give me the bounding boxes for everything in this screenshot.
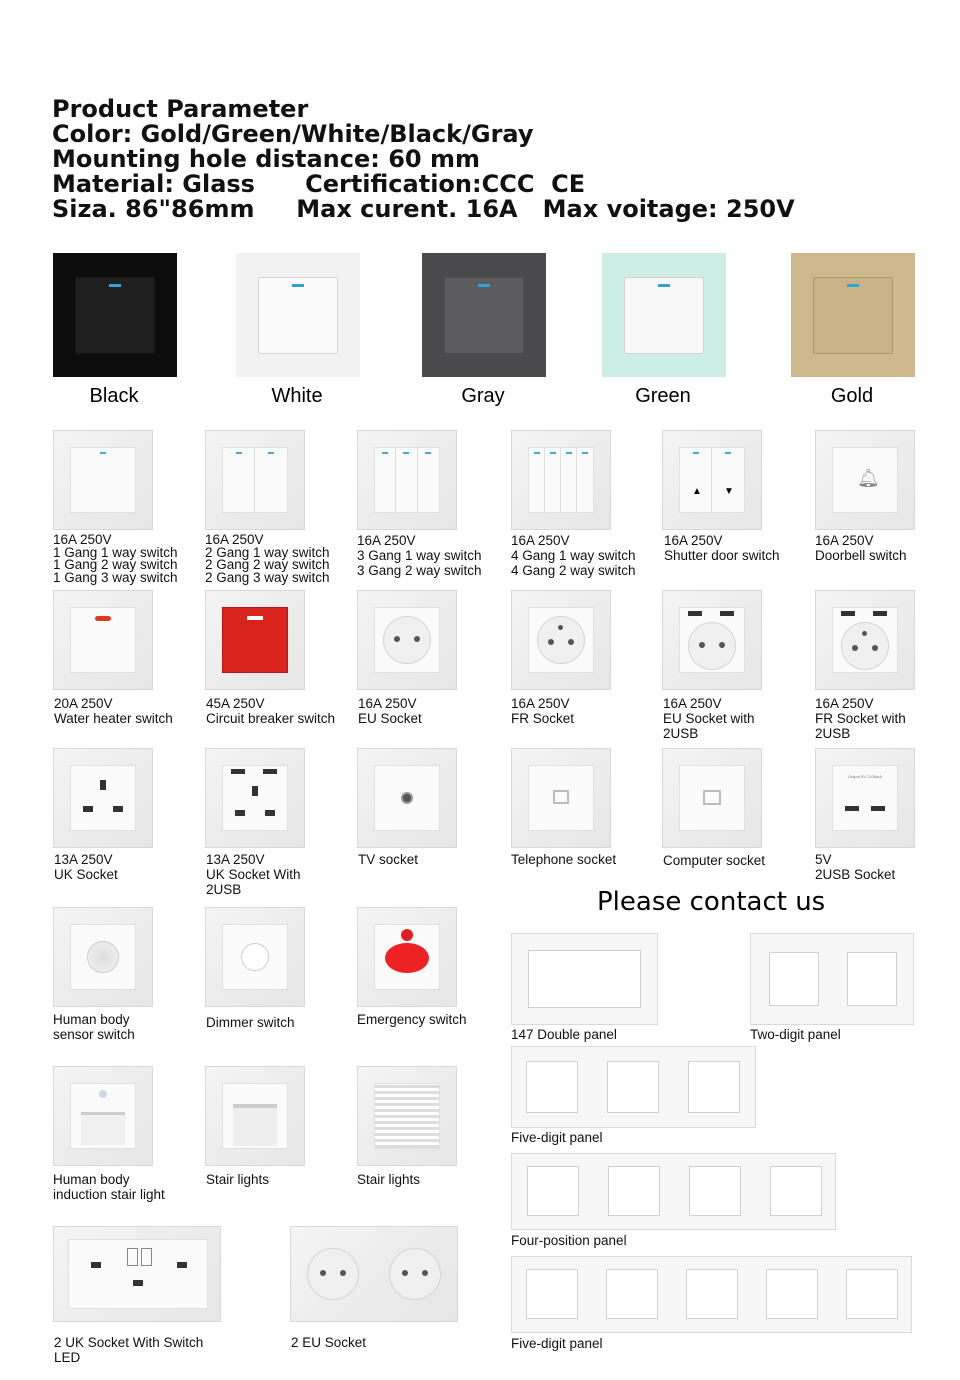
rj11-port-icon xyxy=(553,790,569,804)
panel-window xyxy=(769,952,819,1006)
switch-plate xyxy=(222,447,288,513)
socket-plate xyxy=(528,607,594,673)
panel-window xyxy=(526,1061,578,1113)
socket-plate xyxy=(70,765,136,831)
product-image-stair-light xyxy=(205,1066,305,1166)
panel-caption: 147 Double panel xyxy=(511,1027,617,1042)
panel-window xyxy=(606,1269,658,1319)
spec-size: Siza. 86"86mm Max curent. 16A Max voitage: 250V xyxy=(52,195,795,223)
panel-caption: Five-digit panel xyxy=(511,1130,603,1145)
rj45-port-icon xyxy=(703,790,721,805)
product-caption: 13A 250V UK Socket xyxy=(54,852,118,882)
led-indicator-icon xyxy=(109,284,121,287)
product-image-shutter xyxy=(662,430,762,530)
color-swatch-green xyxy=(602,253,726,377)
product-image-3gang xyxy=(357,430,457,530)
switch-toggle-icon xyxy=(141,1248,152,1266)
usb-port-icon xyxy=(688,611,702,616)
bell-icon: 🔔︎ xyxy=(857,468,880,488)
panel-caption: Five-digit panel xyxy=(511,1336,603,1351)
product-caption: 16A 250V EU Socket with 2USB xyxy=(663,696,755,741)
panel-caption: Four-position panel xyxy=(511,1233,627,1248)
arrow-up-icon: ▲ xyxy=(692,486,702,497)
switch-plate xyxy=(679,447,745,513)
product-image-eu-socket xyxy=(357,590,457,690)
panel-image-147-double xyxy=(511,933,658,1025)
product-image-emergency xyxy=(357,907,457,1007)
switch-plate xyxy=(528,447,594,513)
product-caption: 16A 250V FR Socket xyxy=(511,696,575,726)
uk-pin-icon xyxy=(113,806,123,812)
product-caption: Stair lights xyxy=(357,1172,421,1187)
panel-image-two-digit xyxy=(750,933,914,1025)
product-caption: 16A 250V Shutter door switch xyxy=(664,533,780,563)
socket-plate xyxy=(832,607,898,673)
color-label: Gray xyxy=(461,385,505,407)
contact-heading: Please contact us xyxy=(597,887,826,917)
product-image-tv-socket xyxy=(357,748,457,848)
usb-port-icon xyxy=(845,806,859,811)
light-window-icon xyxy=(81,1112,125,1145)
color-swatch-gray xyxy=(422,253,546,377)
color-label: Gold xyxy=(830,385,874,407)
product-caption: Human body induction stair light xyxy=(53,1172,165,1202)
product-caption: Emergency switch xyxy=(357,1012,467,1027)
product-image-fr-socket xyxy=(511,590,611,690)
product-image-usb-socket xyxy=(815,748,915,848)
uk-pin-icon xyxy=(177,1262,187,1268)
panel-window xyxy=(846,1269,898,1319)
spec-title: Product Parameter xyxy=(52,95,309,123)
panel-image-four-position xyxy=(511,1153,836,1230)
color-swatch-black xyxy=(53,253,177,377)
dimmer-knob-icon xyxy=(241,943,269,971)
product-image-doorbell xyxy=(815,430,915,530)
product-image-computer-socket xyxy=(662,748,762,848)
product-caption: 13A 250V UK Socket With 2USB xyxy=(206,852,301,897)
color-label: Green xyxy=(635,385,691,407)
fr-socket-icon xyxy=(537,616,585,664)
spec-material: Material: Glass Certification:CCC CE xyxy=(52,170,586,198)
rocker-button xyxy=(444,277,524,354)
product-caption: 16A 250V EU Socket xyxy=(358,696,422,726)
emergency-button-icon xyxy=(401,929,413,941)
usb-port-icon xyxy=(841,611,855,616)
led-indicator-icon xyxy=(847,284,859,287)
eu-socket-icon xyxy=(688,622,736,670)
rocker-button xyxy=(75,277,155,354)
color-swatch-gold xyxy=(791,253,915,377)
usb-port-icon xyxy=(720,611,734,616)
panel-caption: Two-digit panel xyxy=(750,1027,841,1042)
product-image-telephone-socket xyxy=(511,748,611,848)
panel-window xyxy=(527,1166,579,1216)
uk-pin-icon xyxy=(91,1262,101,1268)
product-caption: 16A 250V 3 Gang 1 way switch 3 Gang 2 way switch xyxy=(357,533,482,578)
emergency-pad-icon xyxy=(385,943,429,973)
switch-plate xyxy=(222,607,288,673)
switch-toggle-icon xyxy=(127,1248,138,1266)
product-image-dimmer xyxy=(205,907,305,1007)
panel-window xyxy=(528,950,641,1008)
product-image-uk-socket-usb xyxy=(205,748,305,848)
socket-plate xyxy=(374,607,440,673)
panel-window xyxy=(689,1166,741,1216)
product-image-4gang xyxy=(511,430,611,530)
product-image-2uk-socket xyxy=(53,1226,221,1322)
panel-image-three-window xyxy=(511,1046,756,1128)
socket-plate xyxy=(832,765,898,831)
product-caption: TV socket xyxy=(358,852,419,867)
usb-port-icon xyxy=(873,611,887,616)
panel-window xyxy=(607,1061,659,1113)
socket-plate xyxy=(222,765,288,831)
uk-pin-icon xyxy=(252,786,258,796)
product-image-1gang xyxy=(53,430,153,530)
color-label: Black xyxy=(89,385,139,407)
product-image-water-heater xyxy=(53,590,153,690)
uk-pin-icon xyxy=(235,810,245,816)
usb-port-icon xyxy=(871,806,885,811)
panel-image-five-digit xyxy=(511,1256,912,1333)
product-caption: Telephone socket xyxy=(511,852,617,867)
light-plate xyxy=(374,1083,440,1149)
arrow-down-icon: ▼ xyxy=(724,486,734,497)
switch-plate xyxy=(832,447,898,513)
led-indicator-icon xyxy=(478,284,490,287)
fr-socket-icon xyxy=(841,622,889,670)
product-caption: Stair lights xyxy=(206,1172,270,1187)
usb-port-icon xyxy=(263,769,277,774)
socket-plate xyxy=(679,607,745,673)
product-image-fr-socket-usb xyxy=(815,590,915,690)
socket-plate xyxy=(68,1239,208,1309)
socket-plate xyxy=(374,765,440,831)
color-swatch-white xyxy=(236,253,360,377)
panel-window xyxy=(608,1166,660,1216)
product-image-sensor-stair-light xyxy=(53,1066,153,1166)
spec-mounting: Mounting hole distance: 60 mm xyxy=(52,145,480,173)
coax-icon xyxy=(401,792,413,804)
led-indicator-icon xyxy=(658,284,670,287)
eu-socket-icon xyxy=(307,1248,359,1300)
led-indicator-icon xyxy=(292,284,304,287)
uk-pin-icon xyxy=(83,806,93,812)
motion-sensor-icon xyxy=(87,941,119,973)
color-label: White xyxy=(271,385,323,407)
product-caption: 5V 2USB Socket xyxy=(815,852,896,882)
product-image-circuit-breaker xyxy=(205,590,305,690)
usb-port-icon xyxy=(231,769,245,774)
product-caption: Computer socket xyxy=(663,853,766,868)
panel-window xyxy=(688,1061,740,1113)
uk-pin-icon xyxy=(265,810,275,816)
product-caption: Dimmer switch xyxy=(206,1015,295,1030)
usb-output-text: Output 5V 2100mA xyxy=(847,774,883,779)
product-caption: Human body sensor switch xyxy=(53,1012,135,1042)
light-plate xyxy=(70,1083,136,1149)
product-image-eu-socket-usb xyxy=(662,590,762,690)
product-caption: 20A 250V Water heater switch xyxy=(54,696,173,726)
product-caption: 2 EU Socket xyxy=(291,1335,367,1350)
product-caption: 45A 250V Circuit breaker switch xyxy=(206,696,336,726)
product-caption: 16A 250V Doorbell switch xyxy=(815,533,907,563)
panel-window xyxy=(770,1166,822,1216)
rocker-button xyxy=(258,277,338,354)
product-image-stair-light-lit xyxy=(357,1066,457,1166)
eu-socket-icon xyxy=(383,616,431,664)
uk-pin-icon xyxy=(133,1280,143,1286)
panel-window xyxy=(847,952,897,1006)
product-caption: 16A 250V FR Socket with 2USB xyxy=(815,696,906,741)
panel-window xyxy=(526,1269,578,1319)
uk-pin-icon xyxy=(100,780,106,790)
product-caption: 16A 250V 1 Gang 1 way switch 1 Gang 2 way switch 1 Gang 3 way switch xyxy=(53,532,178,585)
panel-window xyxy=(766,1269,818,1319)
sensor-icon xyxy=(99,1090,107,1098)
switch-plate xyxy=(70,447,136,513)
socket-plate xyxy=(679,765,745,831)
switch-plate xyxy=(70,924,136,990)
switch-plate xyxy=(70,607,136,673)
indicator-light-icon xyxy=(247,616,263,620)
socket-plate xyxy=(528,765,594,831)
indicator-light-icon xyxy=(95,616,111,621)
light-plate xyxy=(222,1083,288,1149)
rocker-button xyxy=(813,277,893,354)
product-image-sensor-switch xyxy=(53,907,153,1007)
switch-plate xyxy=(222,924,288,990)
product-caption: 2 UK Socket With Switch LED xyxy=(54,1335,204,1365)
product-caption: 16A 250V 4 Gang 1 way switch 4 Gang 2 way switch xyxy=(511,533,636,578)
eu-socket-icon xyxy=(389,1248,441,1300)
switch-plate xyxy=(374,924,440,990)
product-caption: 16A 250V 2 Gang 1 way switch 2 Gang 2 way switch 2 Gang 3 way switch xyxy=(205,532,330,585)
rocker-button xyxy=(624,277,704,354)
switch-plate xyxy=(374,447,440,513)
panel-window xyxy=(686,1269,738,1319)
product-image-2gang xyxy=(205,430,305,530)
light-window-icon xyxy=(233,1104,277,1146)
product-image-uk-socket xyxy=(53,748,153,848)
spec-color: Color: Gold/Green/White/Black/Gray xyxy=(52,120,534,148)
product-image-2eu-socket xyxy=(290,1226,458,1322)
